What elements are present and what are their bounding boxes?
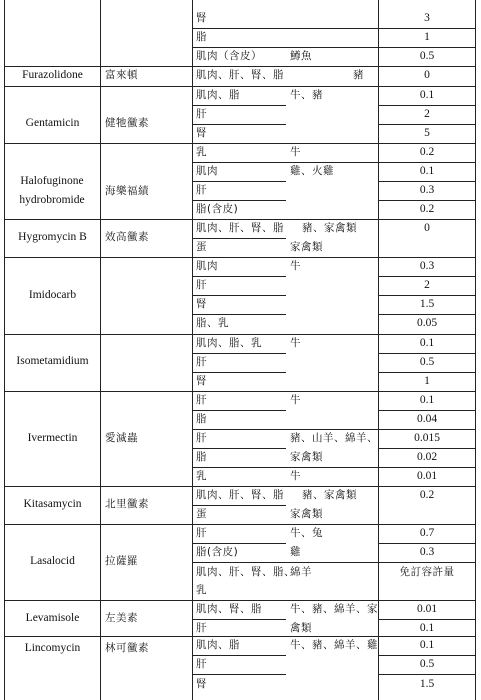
species-cell: 牛、豬、綿羊、雞 [290,639,378,651]
group-divider [4,219,476,220]
tissue-cell: 乳 [196,470,207,482]
tissue-cell: 肌肉 [196,260,218,272]
drug-name-zh: 海樂福績 [105,185,149,197]
row-divider [378,276,476,277]
drug-name-en: Isometamidium [16,355,89,367]
tissue-cell: 乳 [196,146,207,158]
tissue-cell: 肝 [196,184,207,196]
mrl-cell: 0.01 [416,603,438,615]
species-cell: 家禽類 [290,451,323,463]
species-cell: 豬 [353,69,364,81]
row-divider [378,410,476,411]
mrl-cell: 1 [424,375,430,387]
tissue-cell: 肌肉、腎、脂 [196,603,262,615]
mrl-cell: 0.3 [419,184,435,196]
tissue-cell: 脂(含皮) [196,546,239,558]
drug-name-zh: 北里黴素 [105,498,149,510]
mrl-cell: 0.1 [419,89,435,101]
species-cell: 牛 [290,260,301,272]
row-divider [192,28,476,29]
mrl-cell: 免訂容許量 [399,566,455,578]
group-divider [4,486,476,487]
group-divider [4,66,476,67]
tissue-cell: 蛋 [196,241,207,253]
group-divider [4,86,476,87]
mrl-cell: 0.7 [419,527,435,539]
drug-name-en: Lasalocid [30,555,75,567]
mrl-cell: 0.1 [419,394,435,406]
species-cell: 牛、豬、綿羊、家 [290,603,378,615]
row-divider [378,655,476,656]
mrl-cell: 0 [424,222,430,234]
mrl-cell: 0.5 [419,50,435,62]
row-divider [192,47,476,48]
row-divider [192,655,286,656]
group-divider [4,334,476,335]
row-divider [192,238,286,239]
mrl-cell: 0.1 [419,622,435,634]
species-cell: 家禽類 [290,241,323,253]
species-cell: 豬、山羊、綿羊、 [290,432,378,444]
row-divider [192,276,286,277]
drug-name-en: Lincomycin [24,642,81,654]
mrl-cell: 1.5 [419,678,435,690]
tissue-cell: 脂 [196,413,207,425]
species-cell: 豬、家禽類 [302,222,357,234]
mrl-cell: 0.2 [419,146,435,158]
tissue-cell: 肌肉、肝、腎、脂、 [196,566,295,578]
group-divider [4,524,476,525]
group-divider [4,600,476,601]
mrl-cell: 5 [424,127,430,139]
row-divider [378,200,476,201]
mrl-cell: 0.1 [419,337,435,349]
species-cell: 牛 [290,470,301,482]
row-divider [378,448,476,449]
group-divider [4,257,476,258]
tissue-cell: 肌肉（含皮） [196,50,262,62]
drug-name-en: Gentamicin [25,117,80,129]
row-divider [378,181,476,182]
mrl-cell: 0.02 [416,451,438,463]
drug-name-en: Furazolidone [22,69,83,81]
row-divider [192,562,476,563]
tissue-cell: 肝 [196,108,207,120]
species-cell: 雞 [290,546,301,558]
tissue-cell: 腎 [196,127,207,139]
tissue-cell: 腎 [196,375,207,387]
mrl-cell: 1 [424,31,430,43]
tissue-cell: 蛋 [196,508,207,520]
row-divider [192,105,286,106]
mrl-cell: 0.01 [416,470,438,482]
species-cell: 牛 [290,394,301,406]
tissue-cell: 乳 [196,584,207,596]
tissue-cell: 腎 [196,298,207,310]
mrl-cell: 0.04 [416,413,438,425]
group-divider [4,636,476,637]
tissue-cell: 肌肉 [196,165,218,177]
row-divider [378,314,476,315]
species-cell: 禽類 [290,622,312,634]
group-divider [4,391,476,392]
species-cell: 牛、豬 [290,89,323,101]
group-divider [4,143,476,144]
row-divider [378,543,476,544]
row-divider [192,619,286,620]
drug-name-en: Kitasamycin [23,498,82,510]
mrl-cell: 0.015 [414,432,440,444]
row-divider [192,181,286,182]
tissue-cell: 肝 [196,622,207,634]
mrl-cell: 2 [424,108,430,120]
species-cell: 綿羊 [290,566,312,578]
row-divider [378,674,476,675]
species-cell: 豬、家禽類 [302,489,357,501]
drug-name-zh: 拉薩羅 [105,555,138,567]
drug-name-en: Imidocarb [28,289,77,301]
mrl-cell: 3 [424,12,430,24]
row-divider [378,619,476,620]
tissue-cell: 脂、乳 [196,317,229,329]
row-divider [192,429,476,430]
drug-name-zh: 富來頓 [105,69,138,81]
tissue-cell: 脂 [196,31,207,43]
tissue-cell: 肝 [196,394,207,406]
species-cell: 牛、兔 [290,527,323,539]
tissue-cell: 肝 [196,527,207,539]
row-divider [192,162,476,163]
row-divider [192,124,286,125]
row-divider [192,314,286,315]
mrl-cell: 2 [424,279,430,291]
mrl-cell: 0.1 [419,639,435,651]
row-divider [378,372,476,373]
row-divider [192,410,286,411]
tissue-cell: 肝 [196,356,207,368]
row-divider [192,372,286,373]
drug-name-zh: 健牠黴素 [105,117,149,129]
drug-name-zh: 左美素 [105,612,138,624]
tissue-cell: 脂(含皮) [196,203,239,215]
column-divider-1 [100,0,101,700]
tissue-cell: 肌肉、肝、腎、脂 [196,489,284,501]
row-divider [192,295,286,296]
tissue-cell: 肌肉、肝、腎、脂 [196,222,284,234]
row-divider [378,105,476,106]
tissue-cell: 肝 [196,432,207,444]
mrl-cell: 0.5 [419,658,435,670]
tissue-cell: 腎 [196,678,207,690]
row-divider [192,674,286,675]
mrl-cell: 0.3 [419,260,435,272]
mrl-cell: 0.3 [419,546,435,558]
tissue-cell: 腎 [196,12,207,24]
drug-name-en: Levamisole [25,612,80,624]
drug-name-en: Hygromycin B [18,231,87,243]
row-divider [192,353,286,354]
species-cell: 家禽類 [290,508,323,520]
row-divider [378,353,476,354]
species-cell: 鱒魚 [290,50,312,62]
drug-name-zh: 林可黴素 [105,642,149,654]
row-divider [192,543,286,544]
mrl-cell: 1.5 [419,298,435,310]
drug-name-en: Halofuginone hydrobromide [19,175,85,206]
drug-name-en: Ivermectin [27,432,78,444]
tissue-cell: 肌肉、脂、乳 [196,337,262,349]
tissue-cell: 脂 [196,451,207,463]
tissue-cell: 肌肉、肝、腎、脂 [196,69,284,81]
tissue-cell: 肌肉、脂 [196,639,240,651]
mrl-cell: 0.5 [419,356,435,368]
mrl-cell: 0.05 [416,317,438,329]
species-cell: 牛 [290,337,301,349]
row-divider [378,124,476,125]
row-divider [192,200,286,201]
mrl-cell: 0.2 [419,203,435,215]
mrl-cell: 0 [424,69,430,81]
row-divider [192,505,286,506]
species-cell: 雞、火雞 [290,165,334,177]
table-border-left [4,0,5,700]
row-divider [378,295,476,296]
tissue-cell: 肝 [196,279,207,291]
drug-name-zh: 愛滅蟲 [105,432,138,444]
species-cell: 牛 [290,146,301,158]
row-divider [192,448,286,449]
row-divider [192,467,476,468]
tissue-cell: 肌肉、脂 [196,89,240,101]
drug-name-zh: 效高黴素 [105,231,149,243]
mrl-cell: 0.1 [419,165,435,177]
mrl-cell: 0.2 [419,489,435,501]
tissue-cell: 肝 [196,658,207,670]
